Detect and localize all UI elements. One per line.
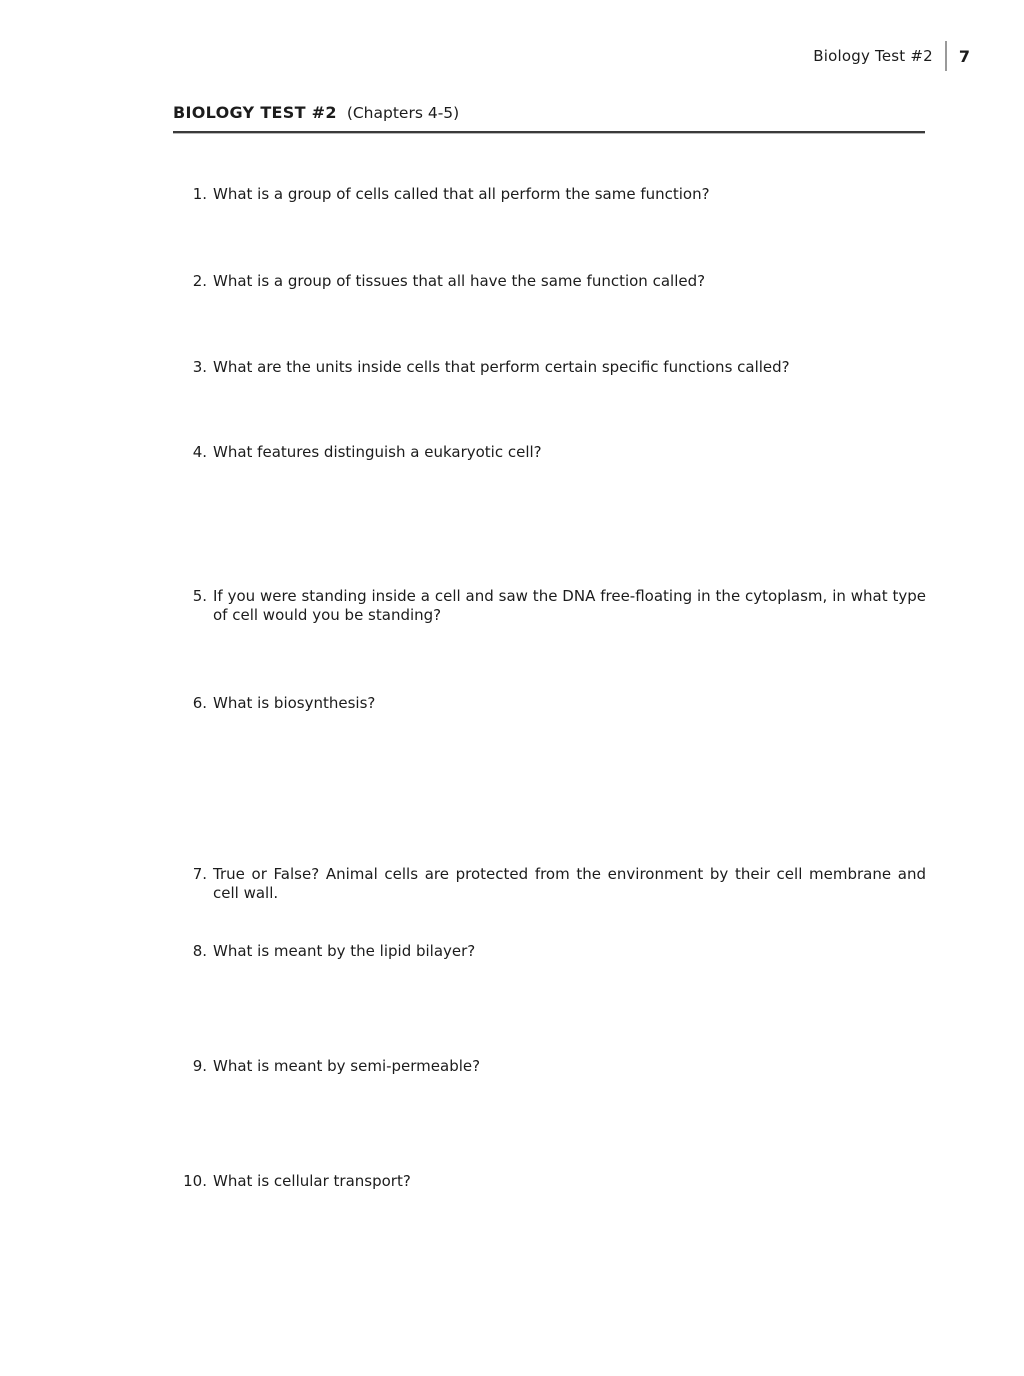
question-item-4 xyxy=(173,443,926,462)
question-text: If you were standing inside a cell and saw the DNA free-floating in the cytoplasm, in what type of cell would you be standing? xyxy=(213,587,926,624)
question-text: What are the units inside cells that perform certain specific functions called? xyxy=(213,358,790,376)
question-item-1 xyxy=(173,185,926,204)
question-text: What is cellular transport? xyxy=(213,1172,411,1190)
document-title xyxy=(173,103,925,122)
question-text: What is a group of tissues that all have the same function called? xyxy=(213,272,706,290)
question-number: 6. xyxy=(192,694,207,712)
question-text: What features distinguish a eukaryotic cell? xyxy=(213,443,542,461)
question-item-8 xyxy=(173,942,926,961)
question-item-3 xyxy=(173,358,926,377)
question-number: 10. xyxy=(183,1172,207,1190)
document-title-text: BIOLOGY TEST #2 xyxy=(173,103,337,122)
question-number: 4. xyxy=(192,443,207,461)
question-item-5 xyxy=(173,587,926,625)
running-title: Biology Test #2 xyxy=(813,47,933,65)
question-text: What is biosynthesis? xyxy=(213,694,376,712)
title-rule xyxy=(173,131,925,134)
question-number: 7. xyxy=(192,865,207,883)
running-header xyxy=(813,40,970,72)
question-number: 2. xyxy=(192,272,207,290)
question-number: 8. xyxy=(192,942,207,960)
question-number: 3. xyxy=(192,358,207,376)
question-text: What is a group of cells called that all perform the same function? xyxy=(213,185,710,203)
document-title-chapters: (Chapters 4-5) xyxy=(346,104,460,122)
question-text: What is meant by the lipid bilayer? xyxy=(213,942,476,960)
question-item-9 xyxy=(173,1057,926,1076)
question-text: What is meant by semi-permeable? xyxy=(213,1057,481,1075)
question-number: 9. xyxy=(192,1057,207,1075)
question-item-6 xyxy=(173,694,926,713)
question-item-2 xyxy=(173,272,926,291)
header-divider-line xyxy=(945,41,947,71)
page-number: 7 xyxy=(958,46,970,66)
question-text: True or False? Animal cells are protected from the environment by their cell membrane and cell wall. xyxy=(213,865,926,902)
question-number: 5. xyxy=(192,587,207,605)
question-item-10 xyxy=(173,1172,926,1191)
question-number: 1. xyxy=(192,185,207,203)
question-item-7 xyxy=(173,865,926,903)
